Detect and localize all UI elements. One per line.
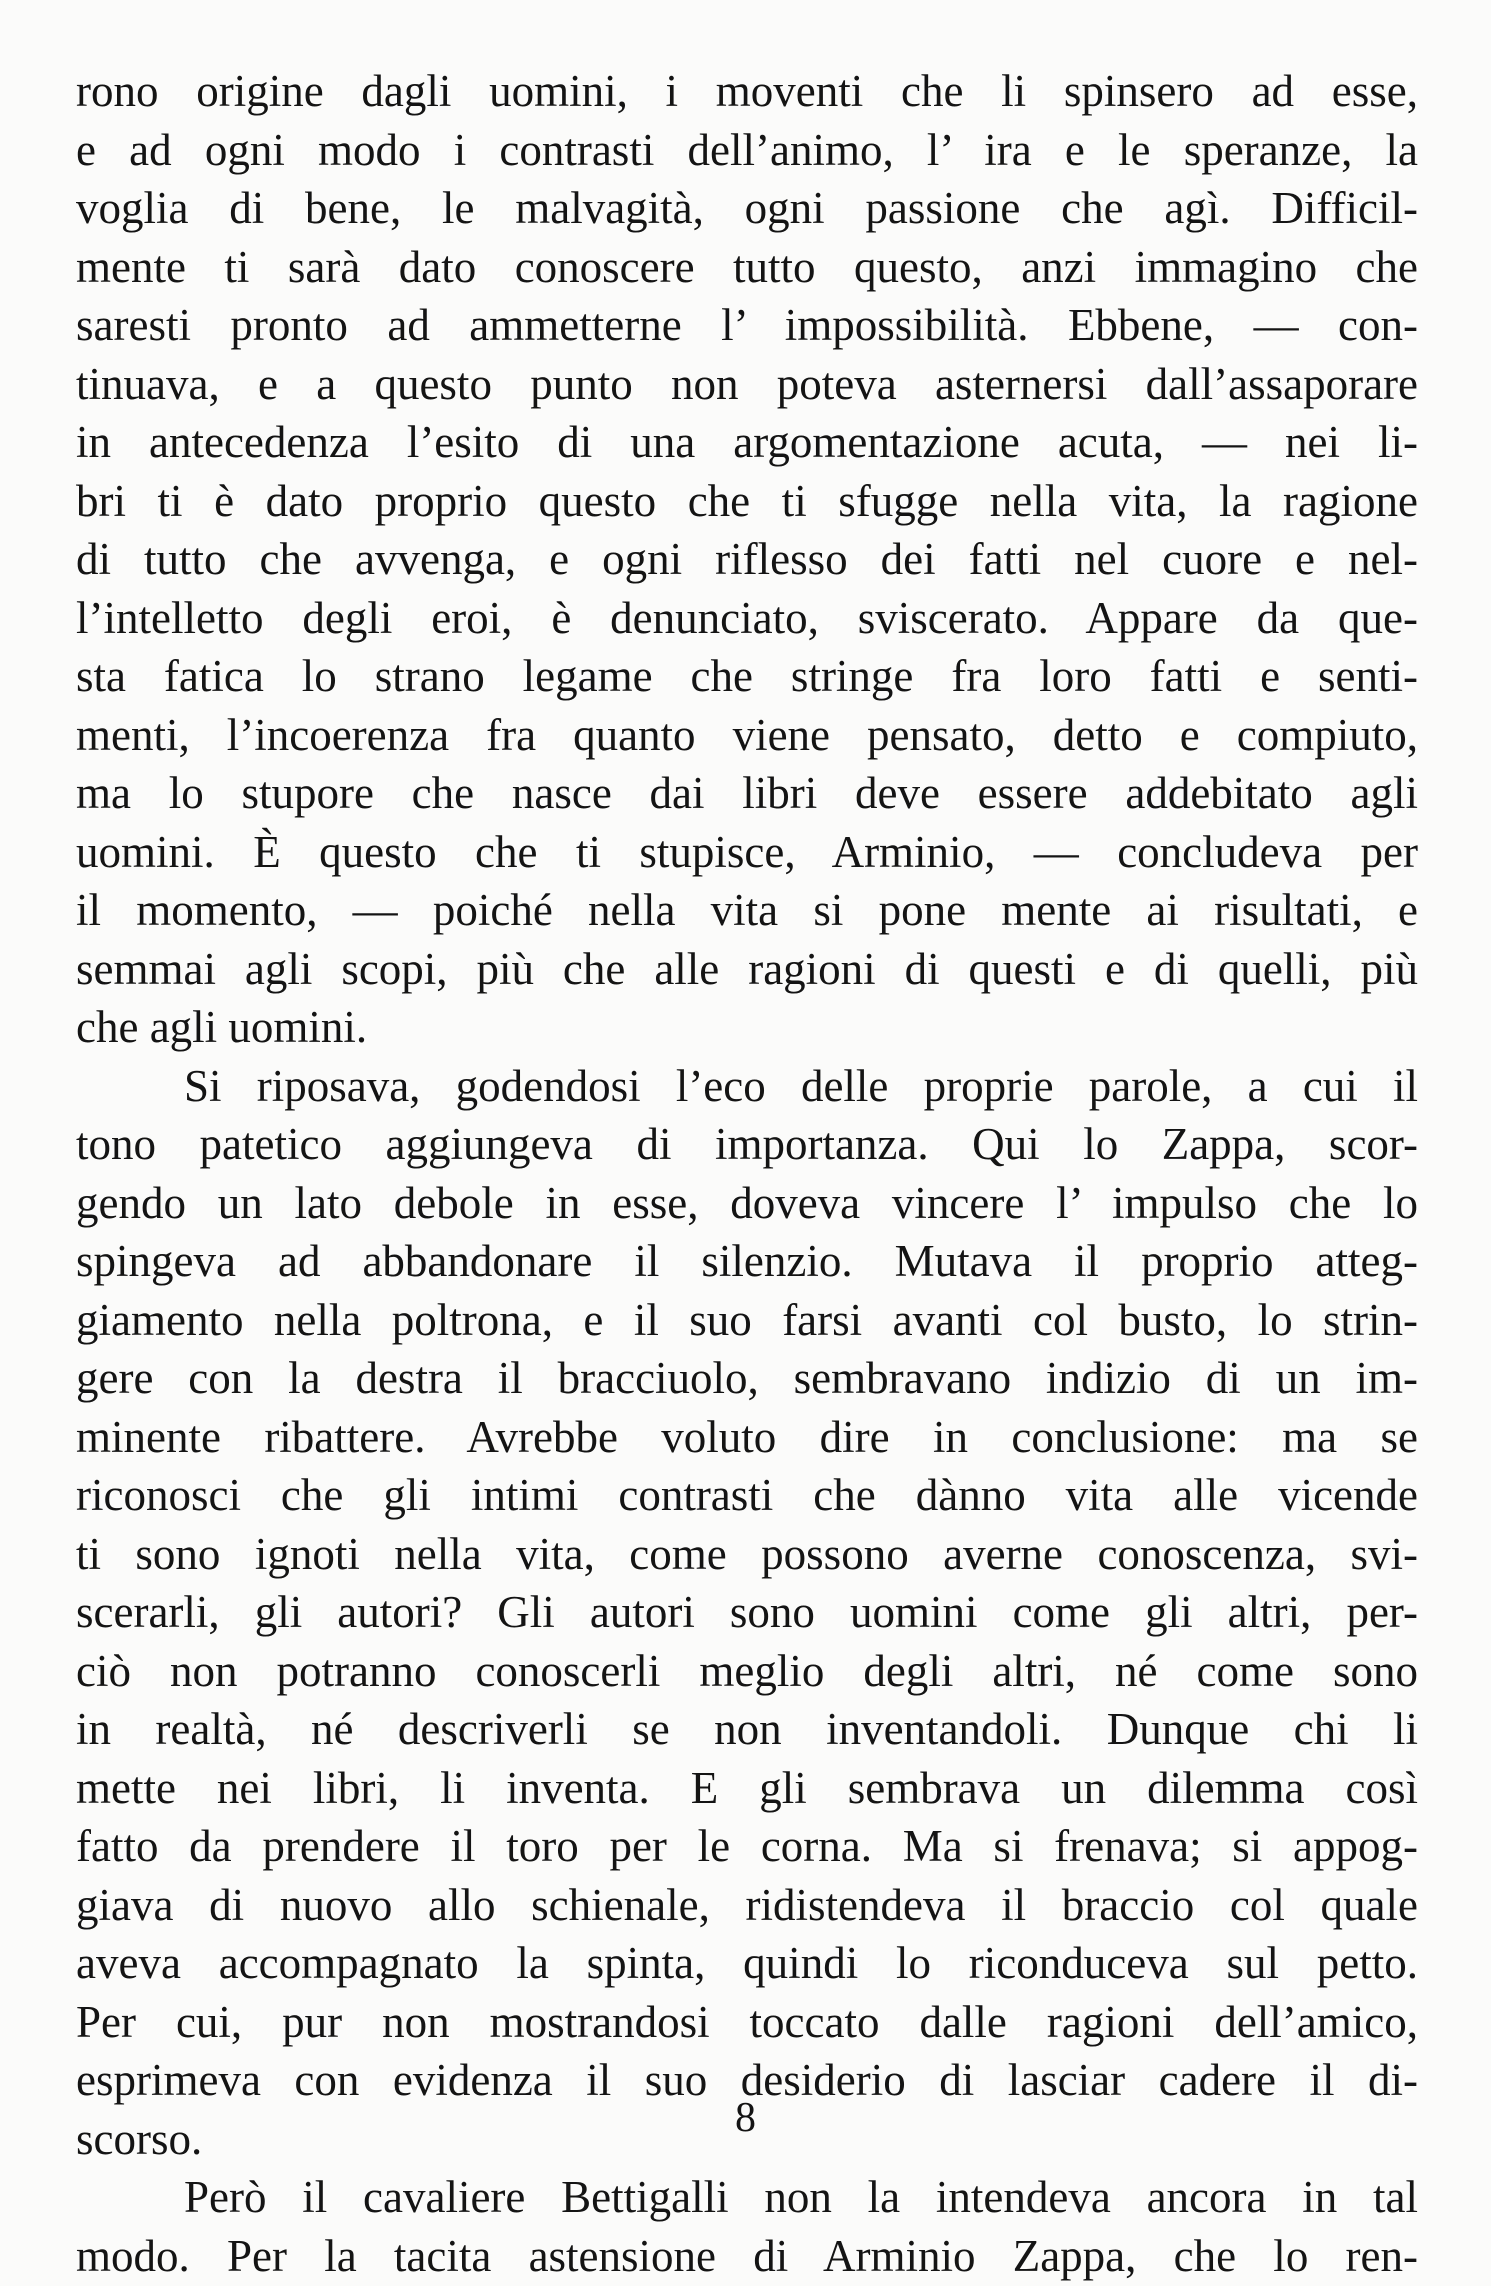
text-line: esprimeva con evidenza il suo desiderio di lasciar cadere il di- xyxy=(76,2055,1418,2105)
text-line: tinuava, e a questo punto non poteva asternersi dall’assaporare xyxy=(76,358,1418,409)
text-line: in antecedenza l’esito di una argomentazione acuta, — nei li- xyxy=(76,417,1418,467)
text-line: scorso. xyxy=(76,2113,203,2164)
text-line: ti sono ignoti nella vita, come possono averne conoscenza, svi- xyxy=(76,1528,1418,1579)
text-line: scerarli, gli autori? Gli autori sono uomini come gli altri, per- xyxy=(76,1587,1418,1637)
paragraph-start-line: Però il cavaliere Bettigalli non la intendeva ancora in tal xyxy=(184,2172,1418,2222)
text-line: voglia di bene, le malvagità, ogni passione che agì. Difficil- xyxy=(76,183,1418,233)
text-line: semmai agli scopi, più che alle ragioni di questi e di quelli, più xyxy=(76,943,1418,994)
text-line: saresti pronto ad ammetterne l’ impossibilità. Ebbene, — con- xyxy=(76,300,1418,350)
text-line: sta fatica lo strano legame che stringe fra loro fatti e senti- xyxy=(76,651,1418,701)
body-text xyxy=(76,62,1418,2285)
text-line: gendo un lato debole in esse, doveva vincere l’ impulso che lo xyxy=(76,1177,1418,1228)
text-line: tono patetico aggiungeva di importanza. Qui lo Zappa, scor- xyxy=(76,1119,1418,1169)
text-line: riconosci che gli intimi contrasti che dànno vita alle vicende xyxy=(76,1470,1418,1520)
text-line: ciò non potranno conoscerli meglio degli altri, né come sono xyxy=(76,1645,1418,1696)
text-line: giava di nuovo allo schienale, ridistendeva il braccio col quale xyxy=(76,1879,1418,1930)
text-line: minente ribattere. Avrebbe voluto dire in conclusione: ma se xyxy=(76,1411,1418,1462)
page-number: 8 xyxy=(735,2095,756,2141)
text-line: rono origine dagli uomini, i moventi che li spinsero ad esse, xyxy=(76,66,1418,116)
text-line: di tutto che avvenga, e ogni riflesso dei fatti nel cuore e nel- xyxy=(76,534,1418,584)
text-line: mette nei libri, li inventa. E gli sembrava un dilemma così xyxy=(76,1762,1418,1813)
text-line: modo. Per la tacita astensione di Arminio Zappa, che lo ren- xyxy=(76,2230,1418,2281)
text-line: gere con la destra il bracciuolo, sembravano indizio di un im- xyxy=(76,1353,1418,1403)
text-line: bri ti è dato proprio questo che ti sfugge nella vita, la ragione xyxy=(76,475,1418,526)
text-line: fatto da prendere il toro per le corna. Ma si frenava; si appog- xyxy=(76,1821,1418,1871)
text-line: aveva accompagnato la spinta, quindi lo riconduceva sul petto. xyxy=(76,1938,1418,1988)
text-line: in realtà, né descriverli se non inventandoli. Dunque chi li xyxy=(76,1704,1418,1754)
text-line: Per cui, pur non mostrandosi toccato dalle ragioni dell’amico, xyxy=(76,1996,1418,2047)
paragraph-start-line: Si riposava, godendosi l’eco delle proprie parole, a cui il xyxy=(184,1060,1418,1111)
text-line: menti, l’incoerenza fra quanto viene pensato, detto e compiuto, xyxy=(76,709,1418,760)
text-line: giamento nella poltrona, e il suo farsi avanti col busto, lo strin- xyxy=(76,1294,1418,1345)
text-line: spingeva ad abbandonare il silenzio. Mutava il proprio atteg- xyxy=(76,1236,1418,1286)
text-line: il momento, — poiché nella vita si pone mente ai risultati, e xyxy=(76,885,1418,935)
text-line: e ad ogni modo i contrasti dell’animo, l’ ira e le speranze, la xyxy=(76,124,1418,175)
text-line: mente ti sarà dato conoscere tutto questo, anzi immagino che xyxy=(76,241,1418,292)
text-line: uomini. È questo che ti stupisce, Arminio, — concludeva per xyxy=(76,826,1418,877)
text-line: ma lo stupore che nasce dai libri deve essere addebitato agli xyxy=(76,768,1418,818)
text-line: l’intelletto degli eroi, è denunciato, sviscerato. Appare da que- xyxy=(76,592,1418,643)
text-line: che agli uomini. xyxy=(76,1002,368,1052)
